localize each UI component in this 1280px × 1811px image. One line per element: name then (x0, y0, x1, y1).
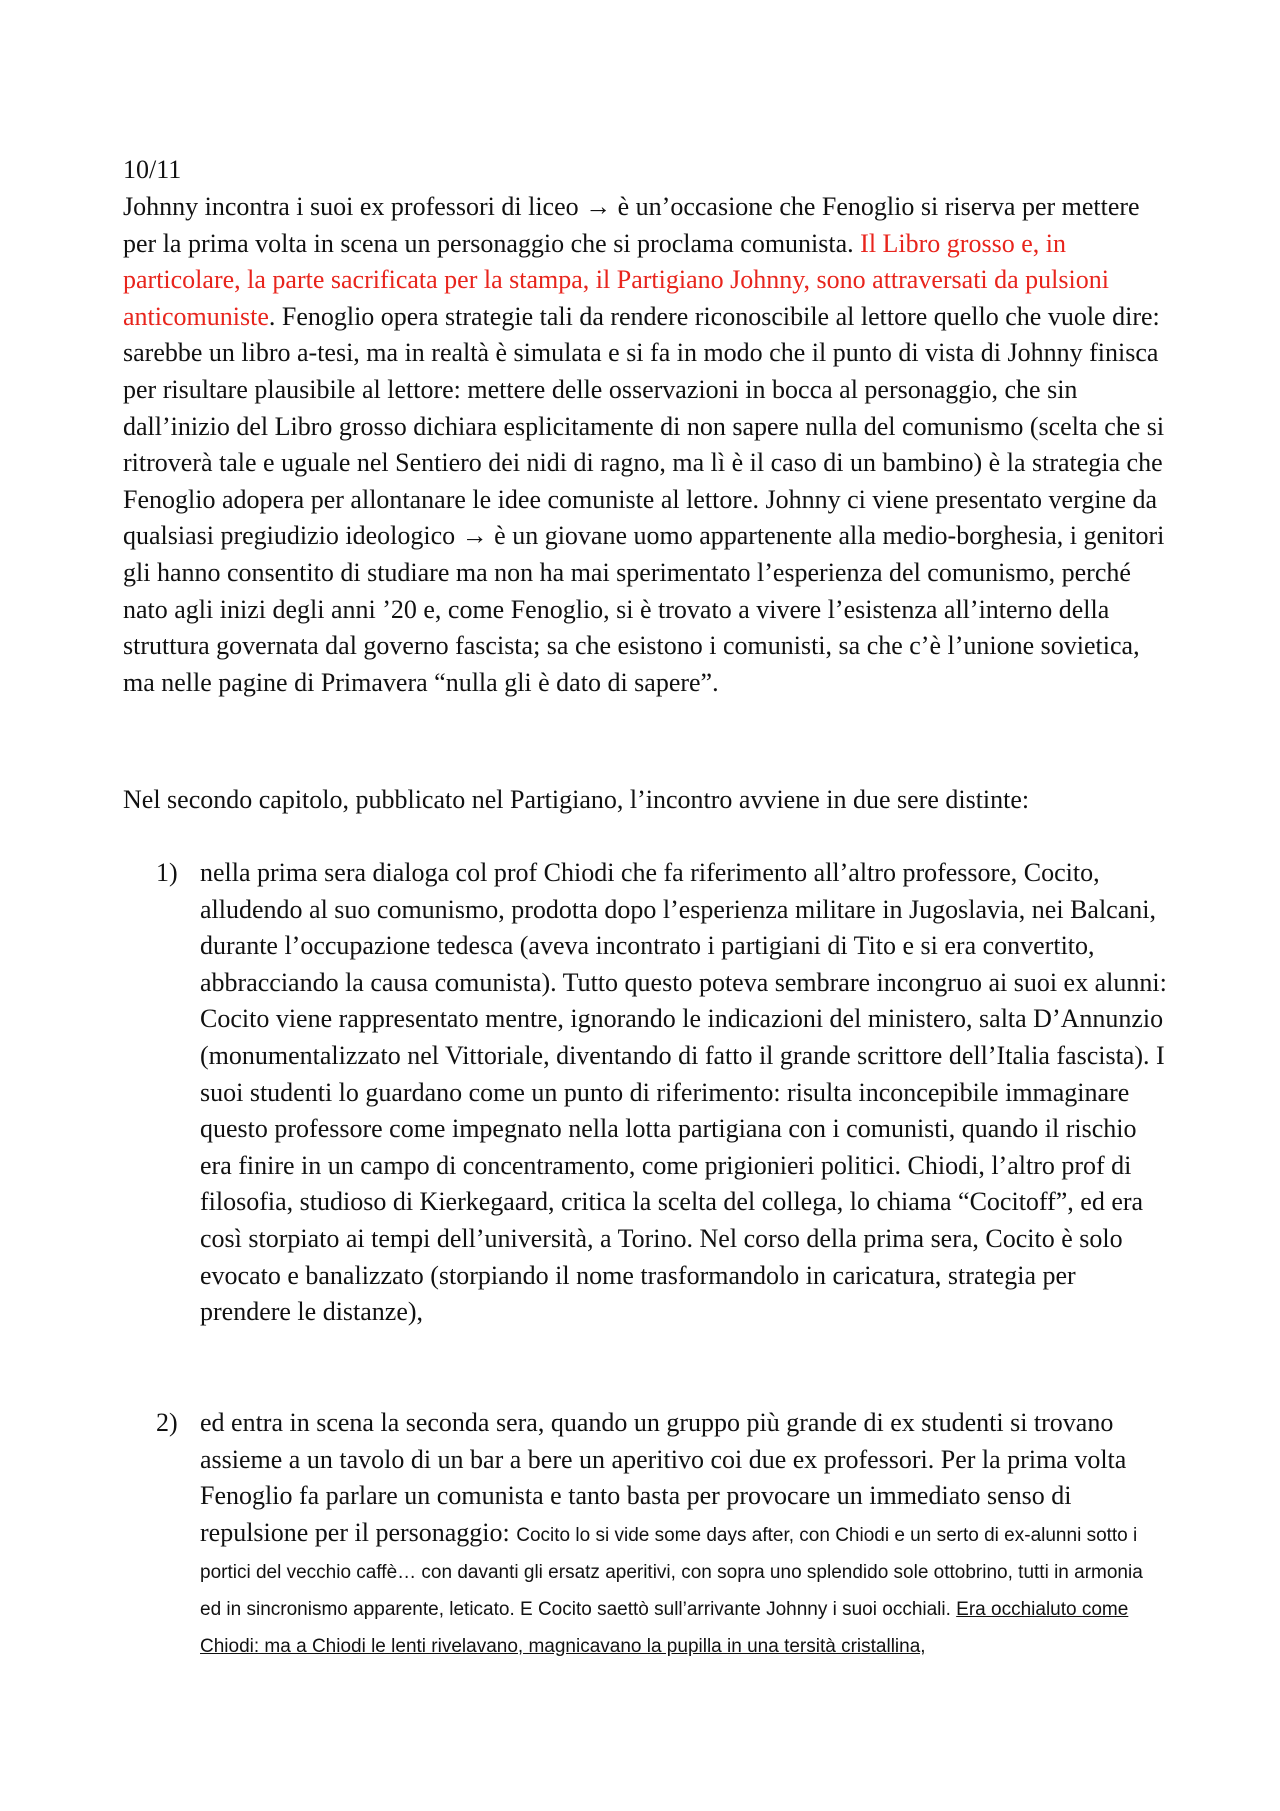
list-number: 2) (156, 1408, 178, 1437)
list-item-text: nella prima sera dialoga col prof Chiodi che fa riferimento all’altro professore, Cocito, alludendo al suo comunismo, prodotta dopo l’esperienza militare in Jugoslavia, nei Balcani, durante l’occupazione tedesca (aveva incontrato i partigiani di Tito e si era convertito, abbracciando la causa comunista). Tutto questo poteva sembrare incongruo ai suoi ex alunni: Cocito viene rappresentato mentre, ignorando le indicazioni del ministero, salta D’Annunzio (monumentalizzato nel Vittoriale, diventando di fatto il grande scrittore dell’Italia fascista). I suoi studenti lo guardano come un punto di riferimento: risulta inconcepibile immaginare questo professore come impegnato nella lotta partigiana con i comunisti, quando il rischio era finire in un campo di concentramento, come prigionieri politici. Chiodi, l’altro prof di filosofia, studioso di Kierkegaard, critica la scelta del collega, lo chiama “Cocitoff”, ed era così storpiato ai tempi dell’università, a Torino. Nel corso della prima sera, Cocito è solo evocato e banalizzato (storpiando il nome trasformandolo in caricatura, strategia per prendere le distanze), (200, 858, 1167, 1327)
list-number: 1) (156, 858, 178, 887)
novel-quotation-underlined: Era occhialuto come Chiodi: ma a Chiodi le lenti rivelavano, magnicavano la pupilla in una tersità cristallina, (200, 1598, 1129, 1657)
paragraph-intro (123, 189, 1168, 701)
paragraph-intro-text-b: . Fenoglio opera strategie tali da rendere riconoscibile al lettore quello che vuole dire: sarebbe un libro a-tesi, ma in realtà è simulata e si fa in modo che il punto di vista di Johnny finisca per risultare plausibile al lettore: mettere delle osservazioni in bocca al personaggio, che sin dall’inizio del Libro grosso dichiara esplicitamente di non sapere nulla del comunismo (scelta che si ritroverà tale e uguale nel Sentiero dei nidi di ragno, ma lì è il caso di un bambino) è la strategia che Fenoglio adopera per allontanare le idee comuniste al lettore. Johnny ci viene presentato vergine da qualsiasi pregiudizio ideologico → è un giovane uomo appartenente alla medio-borghesia, i genitori gli hanno consentito di studiare ma non ha mai sperimentato l’esperienza del comunismo, perché nato agli inizi degli anni ’20 e, come Fenoglio, si è trovato a vivere l’esistenza all’interno della struttura governata dal governo fascista; sa che esistono i comunisti, sa che c’è l’unione sovietica, ma nelle pagine di Primavera “nulla gli è dato di sapere”. (123, 301, 1165, 697)
list-item-body (200, 1405, 1168, 1663)
list-item-second-evening (156, 1405, 1168, 1663)
paragraph-intro-text-a: Johnny incontra i suoi ex professori di liceo → è un’occasione che Fenoglio si riserva per mettere per la prima volta in scena un personaggio che si proclama comunista. (123, 192, 1140, 258)
paragraph-second-chapter: Nel secondo capitolo, pubblicato nel Partigiano, l’incontro avviene in due sere distinte: (123, 785, 1030, 814)
novel-quotation: Cocito lo si vide some days after, con Chiodi e un serto di ex-alunni sotto i portici del vecchio caffè… con davanti gli ersatz aperitivi, con sopra uno splendido sole ottobrino, tutti in armonia ed in sincronismo apparente, leticato. E Cocito saettò sull’arrivante Johnny i suoi occhiali. (200, 1524, 1143, 1620)
highlighted-red-text: Il Libro grosso e, in particolare, la parte sacrificata per la stampa, il Partigiano Johnny, sono attraversati da pulsioni anticomuniste (123, 228, 1109, 331)
list-item-text: ed entra in scena la seconda sera, quando un gruppo più grande di ex studenti si trovano assieme a un tavolo di un bar a bere un aperitivo coi due ex professori. Per la prima volta Fenoglio fa parlare un comunista e tanto basta per provocare un immediato senso di repulsione per il personaggio: (200, 1408, 1127, 1547)
page-date: 10/11 (123, 155, 182, 184)
list-item-first-evening (156, 855, 1168, 1331)
